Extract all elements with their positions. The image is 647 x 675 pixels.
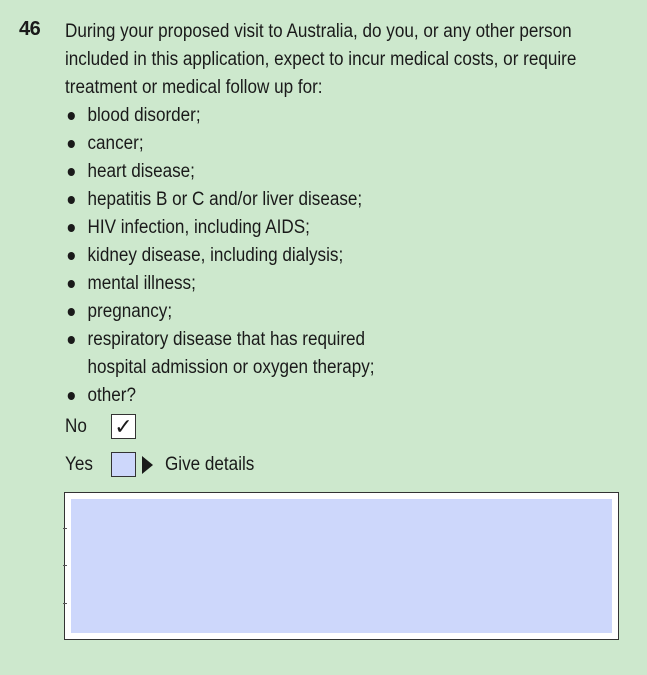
condition-item bbox=[65, 382, 632, 410]
line-guide-mark bbox=[63, 565, 67, 566]
condition-item bbox=[65, 242, 632, 270]
question-line: During your proposed visit to Australia, do you, or any other person bbox=[65, 21, 572, 42]
condition-item bbox=[65, 186, 632, 214]
details-field[interactable] bbox=[64, 492, 619, 640]
condition-item bbox=[65, 214, 632, 242]
question-number: 46 bbox=[19, 18, 41, 40]
condition-item bbox=[65, 270, 632, 298]
condition-item bbox=[65, 158, 632, 186]
details-input-area[interactable] bbox=[71, 499, 612, 633]
condition-text: pregnancy; bbox=[87, 301, 173, 322]
line-guide-mark bbox=[63, 603, 67, 604]
condition-text: heart disease; bbox=[87, 161, 195, 182]
condition-text: kidney disease, including dialysis; bbox=[87, 245, 344, 266]
question-line: treatment or medical follow up for: bbox=[65, 77, 323, 98]
arrow-right-icon bbox=[142, 456, 153, 474]
condition-text: blood disorder; bbox=[87, 105, 201, 126]
question-line: included in this application, expect to incur medical costs, or require bbox=[65, 49, 577, 70]
no-label: No bbox=[65, 415, 87, 437]
yes-checkbox[interactable] bbox=[111, 452, 136, 477]
condition-list bbox=[65, 102, 632, 410]
condition-text: other? bbox=[87, 385, 136, 406]
condition-item bbox=[65, 130, 632, 158]
condition-item bbox=[65, 102, 632, 130]
condition-text: hepatitis B or C and/or liver disease; bbox=[87, 189, 363, 210]
question-body bbox=[65, 18, 632, 410]
answer-no-row bbox=[65, 414, 136, 439]
condition-item bbox=[65, 326, 632, 382]
condition-text: hospital admission or oxygen therapy; bbox=[87, 357, 375, 378]
yes-label: Yes bbox=[65, 453, 93, 475]
condition-text: cancer; bbox=[87, 133, 144, 154]
give-details-label: Give details bbox=[165, 453, 255, 475]
check-mark-icon: ✓ bbox=[114, 413, 133, 439]
condition-item bbox=[65, 298, 632, 326]
condition-text: respiratory disease that has required bbox=[87, 329, 366, 350]
answer-yes-row bbox=[65, 452, 264, 477]
no-checkbox[interactable] bbox=[111, 414, 136, 439]
condition-text: HIV infection, including AIDS; bbox=[87, 217, 310, 238]
line-guide-mark bbox=[63, 528, 67, 529]
condition-text: mental illness; bbox=[87, 273, 196, 294]
